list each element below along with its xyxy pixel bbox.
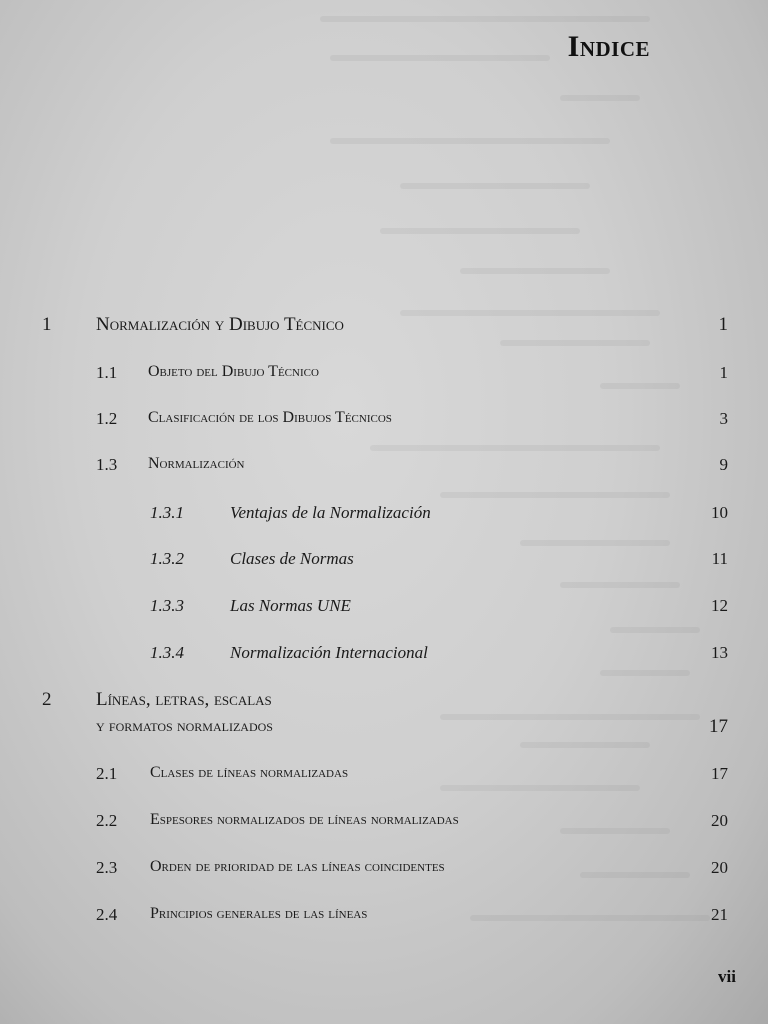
toc-title-line-1: Líneas, letras, escalas [96,689,272,710]
toc-number: 1.2 [96,409,118,428]
toc-number: 2.1 [96,764,118,783]
toc-number: 2.3 [96,858,118,877]
toc-number: 1.3.4 [150,643,184,662]
toc-title-line-2: y formatos normalizados [96,716,273,735]
toc-page: 20 [711,858,728,877]
toc-page: 3 [719,409,728,428]
toc-page: 21 [711,905,728,924]
page-number: vii [718,967,736,986]
toc-number: 1 [42,314,52,335]
toc-page: 17 [709,716,728,737]
toc-title: Espesores normalizados de líneas normalizadas [150,811,459,828]
toc-page: 1 [719,363,728,382]
toc-page: 9 [719,455,728,474]
toc-title: Orden de prioridad de las líneas coincidentes [150,858,445,875]
toc-page: 20 [711,811,728,830]
toc-title: Normalización y Dibujo Técnico [96,314,344,335]
toc-title: Clasificación de los Dibujos Técnicos [148,409,392,426]
toc-page: 11 [711,549,728,568]
toc-page: 1 [718,314,728,335]
toc-title: Normalización Internacional [230,643,428,662]
toc-number: 2.4 [96,905,118,924]
toc-page: 10 [711,503,728,522]
toc-number: 1.3.3 [150,596,184,615]
page-title: Indice [567,30,650,63]
toc-number: 2.2 [96,811,118,830]
toc-title: Principios generales de las líneas [150,905,368,922]
toc-title: Clases de líneas normalizadas [150,764,349,781]
toc-page: 13 [711,643,728,662]
toc-page: 12 [711,596,728,615]
toc-page: 17 [711,764,728,783]
toc-number: 1.3.1 [150,503,184,522]
toc-title: Objeto del Dibujo Técnico [148,363,319,380]
toc-number: 1.1 [96,363,118,382]
toc-title: Normalización [148,455,245,472]
toc-title: Las Normas UNE [230,596,351,615]
toc-number: 1.3.2 [150,549,184,568]
toc-number: 1.3 [96,455,118,474]
toc-number: 2 [42,689,52,710]
toc-title: Clases de Normas [230,549,354,568]
toc-title: Ventajas de la Normalización [230,503,431,522]
